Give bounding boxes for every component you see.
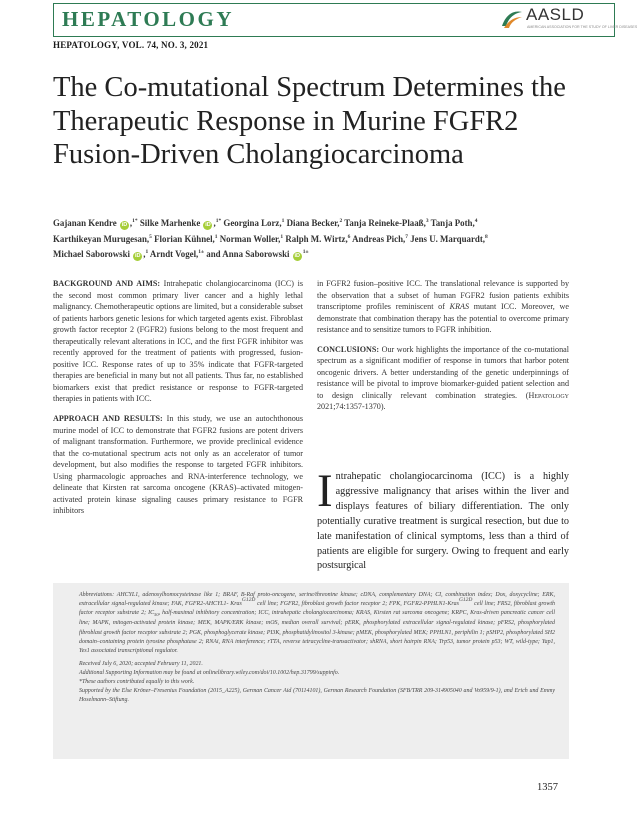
abstract-right-column: [317, 278, 569, 421]
abstract-left-column: [53, 278, 303, 525]
introduction-text: Intrahepatic cholangiocarcinoma (ICC) is a highly aggressive malignancy that arises within the liver and displays features of biliary differentiation. The only potentially curative treatment is surgical resection, but due to late manifestation of clinical symptoms, less than a third of patients are eligible for surgery. Owing to frequent and early postsurgical: [317, 465, 569, 572]
section-heading: APPROACH AND RESULTS:: [53, 414, 163, 424]
supporting-info[interactable]: Additional Supporting Information may be found at onlinelibrary.wiley.com/doi/10.1002/hep.31799/suppinfo.: [79, 669, 340, 676]
aasld-tagline: AMERICAN ASSOCIATION FOR THE STUDY OF LIVER DISEASES: [527, 25, 637, 29]
journal-header: [53, 3, 637, 37]
abstract-conclusions: CONCLUSIONS: Our work highlights the importance of the co-mutational spectrum as a significant modifier of response in tumors that harbor potent oncogenic drivers. A better understanding of the genetic underpinnings of resistance will be pivotal to improve biomarker-guided patient selection and to design clinically relevant combination strategies. (Hepatology 2021;74:1357-1370).: [317, 344, 569, 412]
orcid-icon[interactable]: iD: [134, 253, 141, 259]
orcid-icon[interactable]: iD: [205, 222, 211, 228]
abstract-background: BACKGROUND AND AIMS: Intrahepatic cholangiocarcinoma (ICC) is the second most common primary liver cancer and a highly lethal malignancy. Chemotherapeutic options are limited, but a considerable subset of patients harbors genetic lesions for which targeted agents exist. Fibroblast growth factor receptor 2 (FGFR2) fusions belong to the most frequent and therapeutically relevant alterations in ICC, and the first FGFR inhibitor was recently approved for the treatment of patients with progressed, fusion-positive ICC. Response rates of up to 35% indicate that FGFR-targeted therapies are beneficial in many but not all patients. Thus far, no established biomarkers exist that predict resistance or response to FGFR-targeted therapies in patients with ICC.: [53, 279, 303, 404]
orcid-icon[interactable]: iD: [294, 253, 300, 259]
abstract-approach-continued: in FGFR2 fusion–positive ICC. The translational relevance is supported by the observation that a subset of human FGFR2 fusion patients exhibits transcriptome profiles reminiscent of KRAS mutant ICC. Moreover, we demonstrate that combination therapy has the potential to overcome primary resistance and to sensitize tumors to FGFR inhibition.: [317, 279, 569, 335]
equal-contribution-note: *These authors contributed equally to this work.: [79, 679, 195, 686]
journal-name: HEPATOLOGY: [62, 7, 235, 31]
funding-note: Supported by the Else Kröner–Fresenius Foundation (2015_A225), German Cancer Aid (70114101), German Research Foundation (SFB/TRR 209-314905040 and Vo959/9-1), and Erich und Emmy Hoselmann–Stiftung.: [79, 688, 555, 704]
journal-citation: HEPATOLOGY, VOL. 74, NO. 3, 2021: [53, 40, 209, 50]
received-date: Received July 6, 2020; accepted February 11, 2021.: [79, 660, 203, 667]
abbreviations: Abbreviations: AHCYL1, adenosylhomocysteinase like 1; BRAF, B-Raf proto-oncogene, serine/threonine kinase; cDNA, complementary DNA; CI, combination index; Dox, doxycycline; ERK, extracellular signal-regulated kinase; FAK, FGFR2-AHCYL1- Kras$^{G12D}$ cell line; FGFR2, fibroblast growth factor receptor 2; FPK, FGFR2-PPHLN1-Kras$^{G12D}$ cell line; FRS2, fibroblast growth factor receptor substrate 2; $IC_{50}$, half-maximal inhibitory concentration; ICC, intrahepatic cholangiocarcinoma; KRAS, Kirsten rat sarcoma oncogene; KRPC, Kras-driven pancreatic cancer cell line; MAPK, mitogen-activated protein kinase; MEK, MAPK/ERK kinase; mOS, median overall survival; pERK, phosphorylated extracellular signal-regulated kinase; pFRS2, phosphorylated fibroblast growth factor receptor substrate 2; PGK, phosphoglycerate kinase; PI3K, phosphatidylinositol 3-kinase; pMEK, phosphorylated MEK; PPHLN1, periphilin 1; pSHP2, phosphorylated SH2 domain–containing protein tyrosine phosphatase 2; RNAi, RNA interference; rTTA, reverse tetracycline-transactivator; shRNA, short hairpin RNA; Trp53, tumor protein p53; WT, wild-type; Yap1, Yes1 associated transcriptional regulator.: [79, 592, 555, 654]
abstract-approach: APPROACH AND RESULTS: In this study, we use an autochthonous murine model of ICC to demonstrate that FGFR2 fusions are potent drivers of malignant transformation. Furthermore, we provide preclinical evidence that the co-mutational spectrum acts not only as an accelerator of tumor development, but also modifies the response to targeted FGFR inhibitors. Using pharmacologic approaches and RNA-interference technology, we delineate that Kirsten rat sarcoma oncogene (KRAS)–activated mitogen-activated protein kinase signaling causes primary resistance to FGFR inhibitors: [53, 414, 303, 516]
aasld-swoosh-icon: [500, 8, 524, 30]
aasld-logo[interactable]: [500, 5, 637, 34]
orcid-icon[interactable]: iD: [121, 222, 128, 228]
footnotes: [79, 591, 555, 705]
section-heading: BACKGROUND AND AIMS:: [53, 279, 161, 288]
article-title: The Co-mutational Spectrum Determines the Therapeutic Response in Murine FGFR2 Fusion-Driven Cholangiocarcinoma: [53, 72, 566, 170]
page-number: 1357: [537, 782, 558, 793]
author-list: Gajanan Kendre iD ,$^{1*}$ Silke Marhenke iD ,$^{1*}$ Georgina Lorz,$^1$ Diana Becker,$^2$ Tanja Reineke-Plaaß,$^3$ Tanja Poth,$^4$ Karthikeyan Murugesan,$^5$ Florian Kühnel,$^1$ Norman Woller,$^1$ Ralph M. Wirtz,$^6$ Andreas Pich,$^7$ Jens U. Marquardt,$^8$ Michael Saborowski iD ,$^1$ Arndt Vogel,$^{1\pm}$ and Anna Saborowski $iD^{1\pm}$: [53, 218, 488, 259]
aasld-wordmark: AASLD: [526, 5, 585, 24]
section-heading: CONCLUSIONS:: [317, 344, 380, 354]
drop-cap: I: [317, 465, 333, 517]
